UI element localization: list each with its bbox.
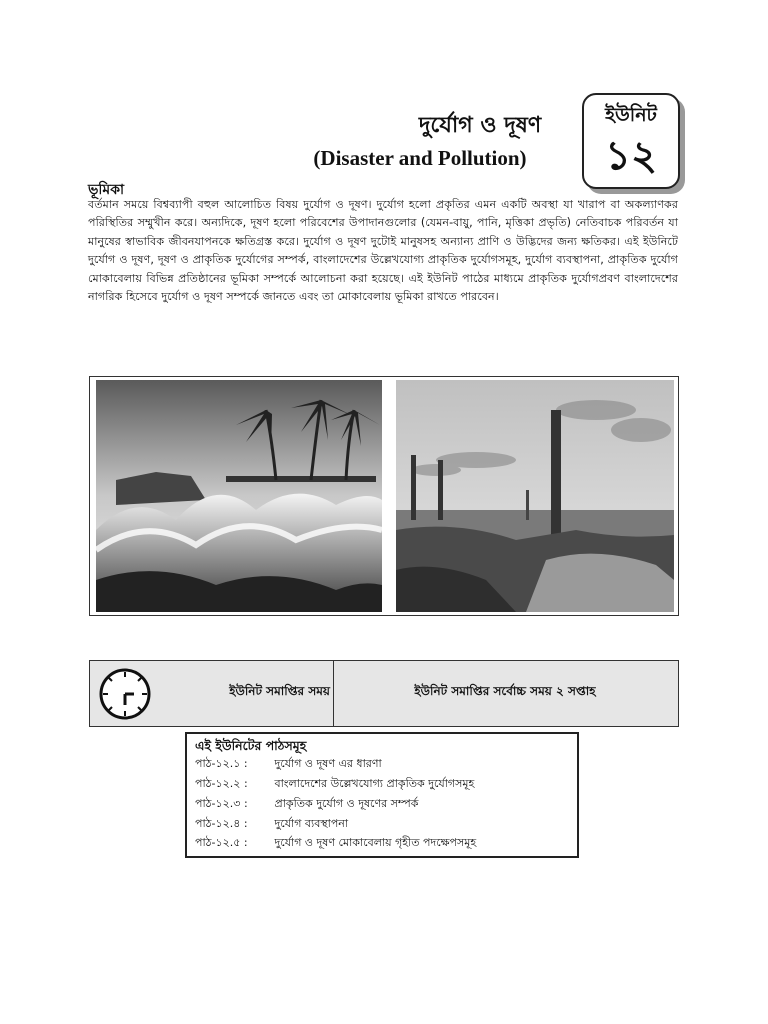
lesson-title: দুর্যোগ ব্যবস্থাপনা bbox=[274, 817, 349, 830]
unit-max-time: ইউনিট সমাপ্তির সর্বোচ্চ সময় ২ সপ্তাহ bbox=[414, 684, 596, 698]
lesson-code: পাঠ-১২.১ : bbox=[195, 757, 248, 770]
lesson-title: প্রাকৃতিক দুর্যোগ ও দূষণের সম্পর্ক bbox=[274, 797, 419, 810]
brick-kiln-chimneys-photo bbox=[396, 380, 674, 612]
unit-time-label: ইউনিট সমাপ্তির সময় bbox=[229, 684, 330, 698]
lesson-item bbox=[195, 755, 382, 773]
lessons-heading: এই ইউনিটের পাঠসমূহ bbox=[195, 738, 307, 753]
lesson-code: পাঠ-১২.৪ : bbox=[195, 817, 248, 830]
lesson-title: বাংলাদেশের উল্লেখযোগ্য প্রাকৃতিক দুর্যোগসমূহ bbox=[274, 777, 475, 790]
lesson-item bbox=[195, 815, 348, 833]
time-box-divider bbox=[333, 661, 334, 726]
lesson-title: দুর্যোগ ও দূষণ মোকাবেলায় গৃহীত পদক্ষেপসমূহ bbox=[274, 836, 477, 849]
lesson-title: দুর্যোগ ও দূষণ এর ধারণা bbox=[274, 757, 382, 770]
lesson-item bbox=[195, 834, 476, 852]
page-title-bengali: দুর্যোগ ও দূষণ bbox=[418, 113, 542, 138]
lesson-item bbox=[195, 775, 474, 793]
lesson-code: পাঠ-১২.২ : bbox=[195, 777, 248, 790]
clock-icon bbox=[98, 667, 152, 721]
lesson-code: পাঠ-১২.৫ : bbox=[195, 836, 248, 849]
unit-number: ১২ bbox=[605, 133, 657, 179]
page-title-english: (Disaster and Pollution) bbox=[313, 146, 527, 170]
lessons-box bbox=[185, 732, 579, 858]
unit-time-box bbox=[89, 660, 679, 727]
intro-heading: ভূমিকা bbox=[88, 182, 125, 198]
photo-panel bbox=[89, 376, 679, 616]
unit-badge bbox=[582, 93, 680, 189]
lesson-item bbox=[195, 795, 418, 813]
unit-label: ইউনিট bbox=[605, 104, 657, 126]
storm-surge-photo bbox=[96, 380, 382, 612]
intro-paragraph: বর্তমান সময়ে বিশ্বব্যাপী বহুল আলোচিত বিষয় দুর্যোগ ও দূষণ। দুর্যোগ হলো প্রকৃতির এমন একটি অবস্থা যা খারাপ বা অকল্যাণকর পরিস্থিতির সম্মুখীন করে। অন্যদিকে, দূষণ হলো পরিবেশের উপাদানগুলোর (যেমন-বায়ু, পানি, মৃত্তিকা প্রভৃতি) নেতিবাচক পরিবর্তন যা মানুষের স্বাভাবিক জীবনযাপনকে ক্ষতিগ্রস্ত করে। দুর্যোগ ও দূষণ দুটোই মানুষসহ অন্যান্য প্রাণি ও উদ্ভিদের জন্য ক্ষতিকর। এই ইউনিটে দুর্যোগ ও দূষণ, দূষণ ও প্রাকৃতিক দুর্যোগের সম্পর্ক, বাংলাদেশের উল্লেখযোগ্য প্রাকৃতিক দুর্যোগসমূহ, দুর্যোগ ব্যবস্থাপনা, প্রাকৃতিক দুর্যোগ মোকাবেলায় বিভিন্ন প্রতিষ্ঠানের ভূমিকা সম্পর্কে আলোচনা করা হয়েছে। এই ইউনিট পাঠের মাধ্যমে প্রাকৃতিক দুর্যোগপ্রবণ বাংলাদেশের নাগরিক হিসেবে দুর্যোগ ও দূষণ সম্পর্কে জানতে এবং তা মোকাবেলায় ভূমিকা রাখতে পারবেন। bbox=[88, 198, 678, 304]
lesson-code: পাঠ-১২.৩ : bbox=[195, 797, 248, 810]
